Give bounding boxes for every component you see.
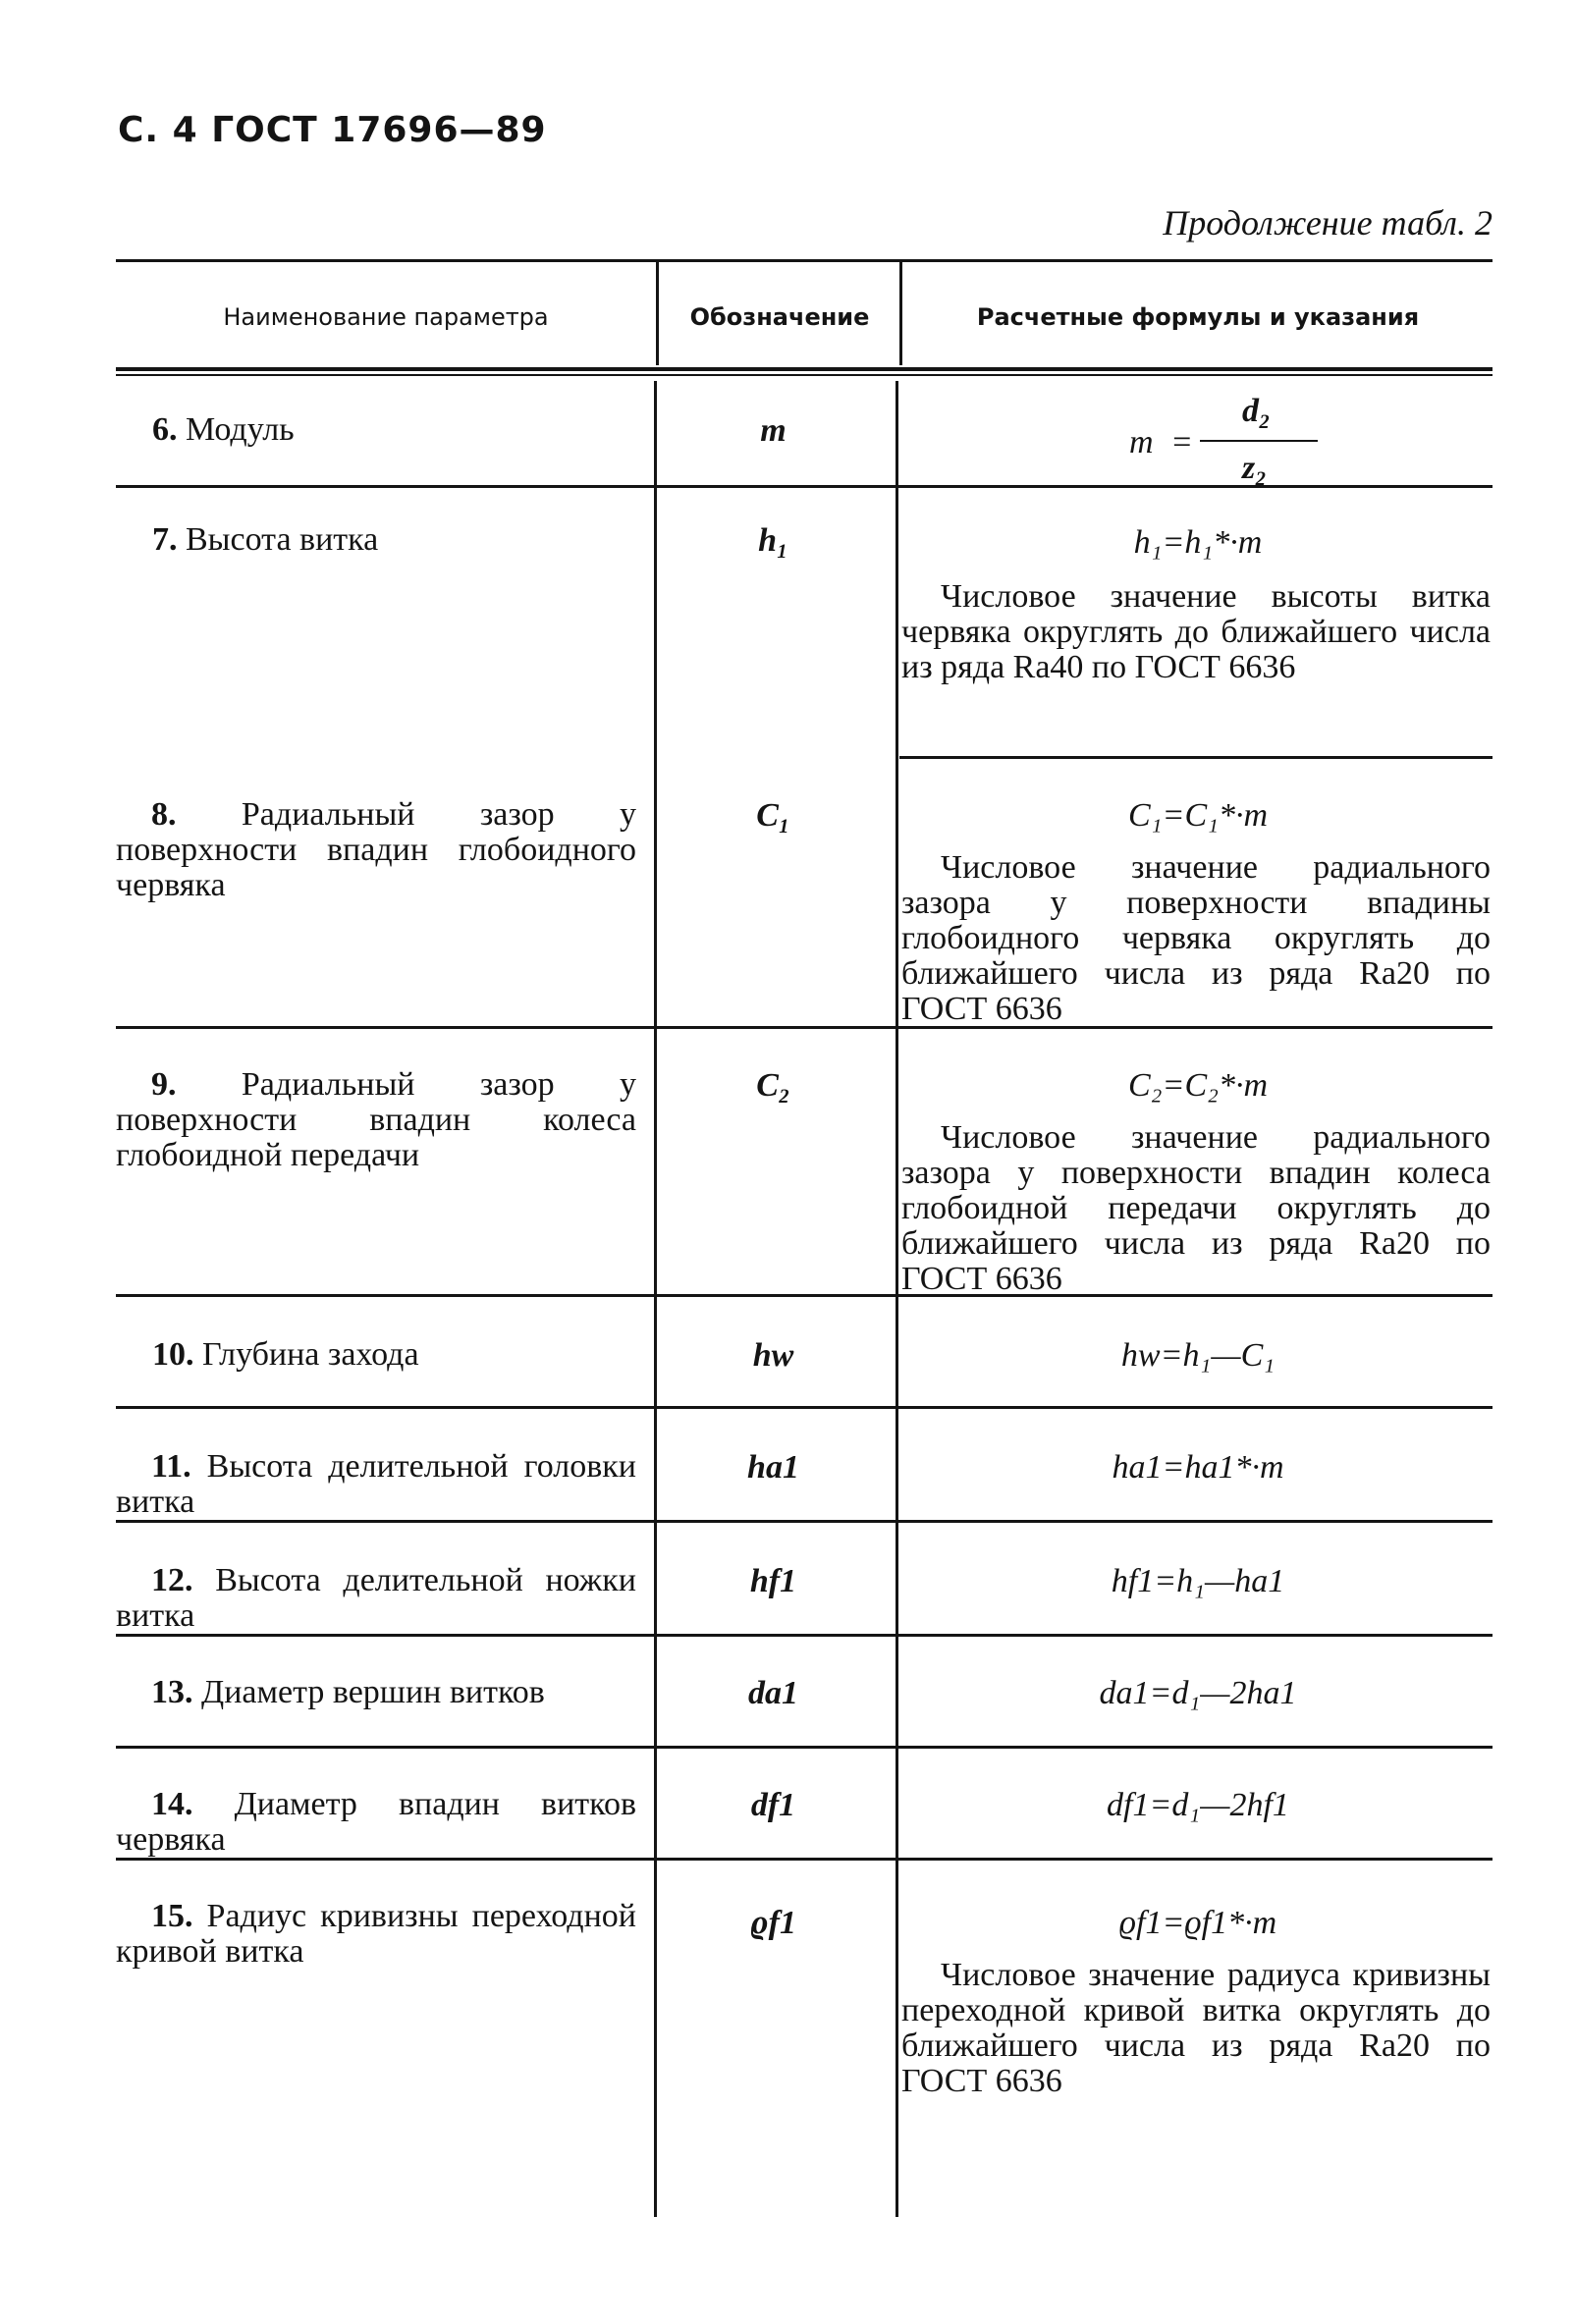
- param-formula: h₁=h₁*·m: [1133, 524, 1263, 561]
- param-name-text: Модуль: [186, 411, 295, 448]
- formula-lhs: m: [1129, 424, 1154, 460]
- param-name: [152, 522, 633, 558]
- param-name: [116, 1787, 636, 1858]
- param-name: [152, 1337, 633, 1373]
- param-name: [116, 1899, 636, 1970]
- param-note: Числовое значение радиального зазора у поверхности впадин колеса глобоидной передачи округлять до ближайшего числа из ряда Ra20 по ГОСТ 6636: [901, 1119, 1491, 1297]
- param-name: [152, 412, 633, 448]
- column-header-formula: Расчетные формулы и указания: [976, 303, 1420, 331]
- param-number: 14.: [151, 1786, 193, 1822]
- column-divider-2-body: [896, 381, 898, 2217]
- param-symbol: df1: [750, 1787, 796, 1823]
- param-name-text: Диаметр вершин витков: [201, 1674, 545, 1710]
- formula-numerator: d₂: [1242, 393, 1271, 429]
- column-divider-2: [899, 261, 902, 365]
- header-bottom-rule-2: [116, 374, 1493, 376]
- param-formula: hw=h₁—C₁: [1120, 1337, 1275, 1374]
- row-separator: [116, 1858, 1493, 1861]
- param-number: 8.: [151, 796, 177, 833]
- param-name: [116, 1563, 636, 1634]
- param-symbol: da1: [748, 1675, 798, 1711]
- param-name-text: Высота делительной ножки витка: [116, 1562, 636, 1634]
- param-name: [116, 1067, 636, 1173]
- row-separator: [116, 1746, 1493, 1749]
- param-name-text: Высота делительной головки витка: [116, 1448, 636, 1520]
- column-header-name: Наименование параметра: [223, 303, 549, 331]
- fraction-bar: [1200, 440, 1318, 442]
- table-continuation-label: Продолжение табл. 2: [1163, 203, 1493, 243]
- param-name: [116, 797, 636, 903]
- param-formula: ϱf1=ϱf1*·m: [1118, 1905, 1277, 1941]
- param-symbol: ϱf1: [750, 1905, 796, 1941]
- param-number: 11.: [151, 1448, 191, 1485]
- param-note: Числовое значение радиального зазора у поверхности впадины глобоидного червяка округлять до ближайшего числа из ряда Ra20 по ГОСТ 6636: [901, 849, 1491, 1027]
- param-symbol: hf1: [749, 1563, 797, 1599]
- param-note: Числовое значение радиуса кривизны переходной кривой витка округлять до ближайшего числа из ряда Ra20 по ГОСТ 6636: [901, 1957, 1491, 2099]
- table-top-rule: [116, 259, 1493, 262]
- column-header-symbol: Обозначение: [689, 303, 870, 331]
- param-name: [116, 1675, 636, 1710]
- param-formula: df1=d₁—2hf1: [1107, 1787, 1289, 1823]
- param-symbol: C₂: [756, 1067, 790, 1104]
- row-separator: [116, 485, 1493, 488]
- param-formula: C₁=C₁*·m: [1128, 797, 1268, 834]
- param-symbol: h₁: [758, 522, 788, 559]
- column-divider-1: [656, 261, 659, 365]
- param-formula: ha1=ha1*·m: [1112, 1449, 1284, 1486]
- page-header: С. 4 ГОСТ 17696—89: [118, 110, 547, 150]
- row-separator: [116, 1520, 1493, 1523]
- param-number: 15.: [151, 1898, 193, 1934]
- param-symbol: hw: [752, 1337, 794, 1374]
- param-number: 9.: [151, 1066, 177, 1103]
- header-bottom-rule: [116, 367, 1493, 371]
- param-number: 10.: [152, 1336, 194, 1373]
- param-number: 7.: [152, 521, 178, 558]
- formula-equals: =: [1170, 424, 1193, 460]
- row-separator: [116, 1406, 1493, 1409]
- param-symbol: m: [760, 412, 787, 449]
- column-divider-1-body: [654, 381, 657, 2217]
- param-name-text: Высота витка: [186, 521, 379, 558]
- param-symbol: C₁: [756, 797, 790, 834]
- param-name-text: Диаметр впадин витков червяка: [116, 1786, 637, 1858]
- param-name-text: Радиальный зазор у поверхности впадин глобоидного червяка: [116, 796, 637, 903]
- param-name: [116, 1449, 636, 1520]
- formula-denominator: z₂: [1242, 450, 1268, 486]
- param-symbol: ha1: [747, 1449, 799, 1486]
- param-note: Числовое значение высоты витка червяка округлять до ближайшего числа из ряда Ra40 по ГОСТ 6636: [901, 578, 1491, 685]
- row-separator: [116, 1634, 1493, 1637]
- param-number: 12.: [151, 1562, 193, 1598]
- param-name-text: Радиальный зазор у поверхности впадин колеса глобоидной передачи: [116, 1066, 637, 1173]
- param-number: 6.: [152, 411, 178, 448]
- row-separator: [899, 756, 1493, 759]
- param-name-text: Радиус кривизны переходной кривой витка: [116, 1898, 636, 1970]
- param-formula: C₂=C₂*·m: [1128, 1067, 1268, 1104]
- param-number: 13.: [151, 1674, 193, 1710]
- param-formula: da1=d₁—2ha1: [1099, 1675, 1297, 1711]
- param-formula: hf1=h₁—ha1: [1111, 1563, 1285, 1599]
- param-name-text: Глубина захода: [202, 1336, 419, 1373]
